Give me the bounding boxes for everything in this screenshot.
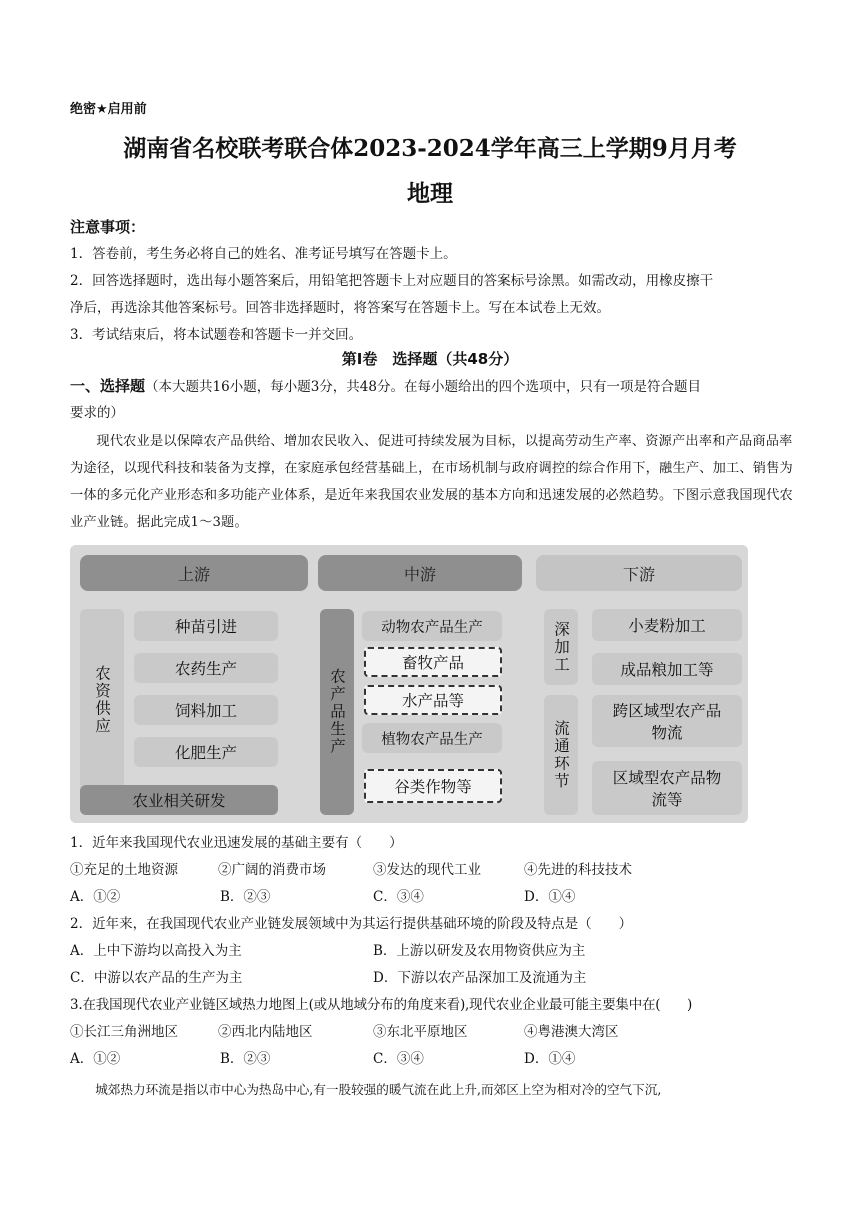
exam-title: 湖南省名校联考联合体2023-2024学年高三上学期9月月考 bbox=[123, 135, 737, 162]
down-item-grain: 成品粮加工等 bbox=[592, 653, 742, 685]
circulation-box: 流通环节 bbox=[544, 695, 578, 815]
notes-heading: 注意事项： bbox=[70, 218, 146, 236]
livestock-box: 畜牧产品 bbox=[364, 647, 502, 677]
agri-chain-diagram bbox=[70, 545, 748, 823]
up-item-feed: 饲料加工 bbox=[134, 695, 278, 725]
item: ④粤港澳大湾区 bbox=[524, 1024, 619, 1040]
item: ②西北内陆地区 bbox=[218, 1024, 313, 1040]
plant-product-box: 植物农产品生产 bbox=[362, 723, 502, 753]
down-item-cross-region: 跨区域型农产品物流 bbox=[592, 695, 742, 747]
up-item-seedling: 种苗引进 bbox=[134, 611, 278, 641]
question-items bbox=[70, 1019, 810, 1046]
question-stem: 1．近年来我国现代农业迅速发展的基础主要有（ ） bbox=[70, 835, 403, 851]
option-a: A．①② bbox=[70, 1051, 121, 1067]
grain-box: 谷类作物等 bbox=[364, 769, 502, 803]
section-title: 第Ⅰ卷 选择题（共48分） bbox=[341, 350, 519, 368]
agri-supply-box: 农资供应 bbox=[80, 609, 124, 791]
agri-research-box: 农业相关研发 bbox=[80, 785, 278, 815]
answer-options bbox=[70, 938, 810, 965]
down-item-regional: 区域型农产品物流等 bbox=[592, 761, 742, 815]
passage-modern-agriculture: 现代农业是以保障农产品供给、增加农民收入、促进可持续发展为目标，以提高劳动生产率、资源产出率和产品商品率为途径，以现代科技和装备为支撑，在家庭承包经营基础上，在市场机制与政府调控的综合作用下，融生产、加工、销售为一体的多元化产业形态和多功能产业体系，是近年来我国农业发展的基本方向和迅速发展的必然趋势。下图示意我国现代农业产业链。据此完成1～3题。 bbox=[70, 434, 793, 530]
option-b: B．上游以研发及农用物资供应为主 bbox=[373, 943, 586, 959]
note-item: 3．考试结束后，将本试题卷和答题卡一并交回。 bbox=[70, 327, 363, 343]
answer-options bbox=[70, 965, 810, 992]
upstream-header: 上游 bbox=[80, 555, 308, 591]
option-c: C．中游以农产品的生产为主 bbox=[70, 970, 243, 986]
option-d: D．①④ bbox=[524, 889, 576, 905]
up-item-fertilizer: 化肥生产 bbox=[134, 737, 278, 767]
product-production-box: 农产品生产 bbox=[320, 609, 354, 815]
option-c: C．③④ bbox=[373, 889, 424, 905]
option-a: A．上中下游均以高投入为主 bbox=[70, 943, 242, 959]
confidential-tag: 绝密★启用前 bbox=[70, 102, 147, 117]
item: ②广阔的消费市场 bbox=[218, 862, 326, 878]
part-desc: （本大题共16小题，每小题3分，共48分。在每小题给出的四个选项中，只有一项是符合题目 bbox=[145, 379, 701, 395]
note-item: 1．答卷前，考生务必将自己的姓名、准考证号填写在答题卡上。 bbox=[70, 246, 457, 262]
animal-product-box: 动物农产品生产 bbox=[362, 611, 502, 641]
downstream-header: 下游 bbox=[536, 555, 742, 591]
note-item: 2．回答选择题时，选出每小题答案后，用铅笔把答题卡上对应题目的答案标号涂黑。如需改动，用橡皮擦干 bbox=[70, 273, 714, 289]
part-desc-cont: 要求的） bbox=[70, 405, 124, 421]
answer-options bbox=[70, 884, 810, 911]
option-d: D．下游以农产品深加工及流通为主 bbox=[373, 970, 587, 986]
passage-heat-circulation: 城郊热力环流是指以市中心为热岛中心,有一股较强的暖气流在此上升,而郊区上空为相对冷的空气下沉, bbox=[95, 1082, 662, 1097]
item: ③发达的现代工业 bbox=[373, 862, 481, 878]
item: ④先进的科技技术 bbox=[524, 862, 632, 878]
note-item: 净后，再选涂其他答案标号。回答非选择题时，将答案写在答题卡上。写在本试卷上无效。 bbox=[70, 300, 610, 316]
question-items bbox=[70, 857, 810, 884]
subject-title: 地理 bbox=[407, 180, 453, 207]
option-d: D．①④ bbox=[524, 1051, 576, 1067]
item: ③东北平原地区 bbox=[373, 1024, 468, 1040]
deep-processing-box: 深加工 bbox=[544, 609, 578, 685]
down-item-flour: 小麦粉加工 bbox=[592, 609, 742, 641]
question-stem: 3.在我国现代农业产业链区域热力地图上(或从地域分布的角度来看),现代农业企业最可能主要集中在( ) bbox=[70, 997, 693, 1013]
part-instruction bbox=[70, 373, 795, 401]
answer-options bbox=[70, 1046, 810, 1073]
item: ①长江三角洲地区 bbox=[70, 1024, 178, 1040]
up-item-pesticide: 农药生产 bbox=[134, 653, 278, 683]
option-a: A．①② bbox=[70, 889, 121, 905]
midstream-header: 中游 bbox=[318, 555, 522, 591]
option-b: B．②③ bbox=[220, 1051, 271, 1067]
aquatic-box: 水产品等 bbox=[364, 685, 502, 715]
option-c: C．③④ bbox=[373, 1051, 424, 1067]
item: ①充足的土地资源 bbox=[70, 862, 178, 878]
part-label: 一、选择题 bbox=[70, 377, 146, 395]
option-b: B．②③ bbox=[220, 889, 271, 905]
question-stem: 2．近年来，在我国现代农业产业链发展领域中为其运行提供基础环境的阶段及特点是（ ） bbox=[70, 916, 633, 932]
